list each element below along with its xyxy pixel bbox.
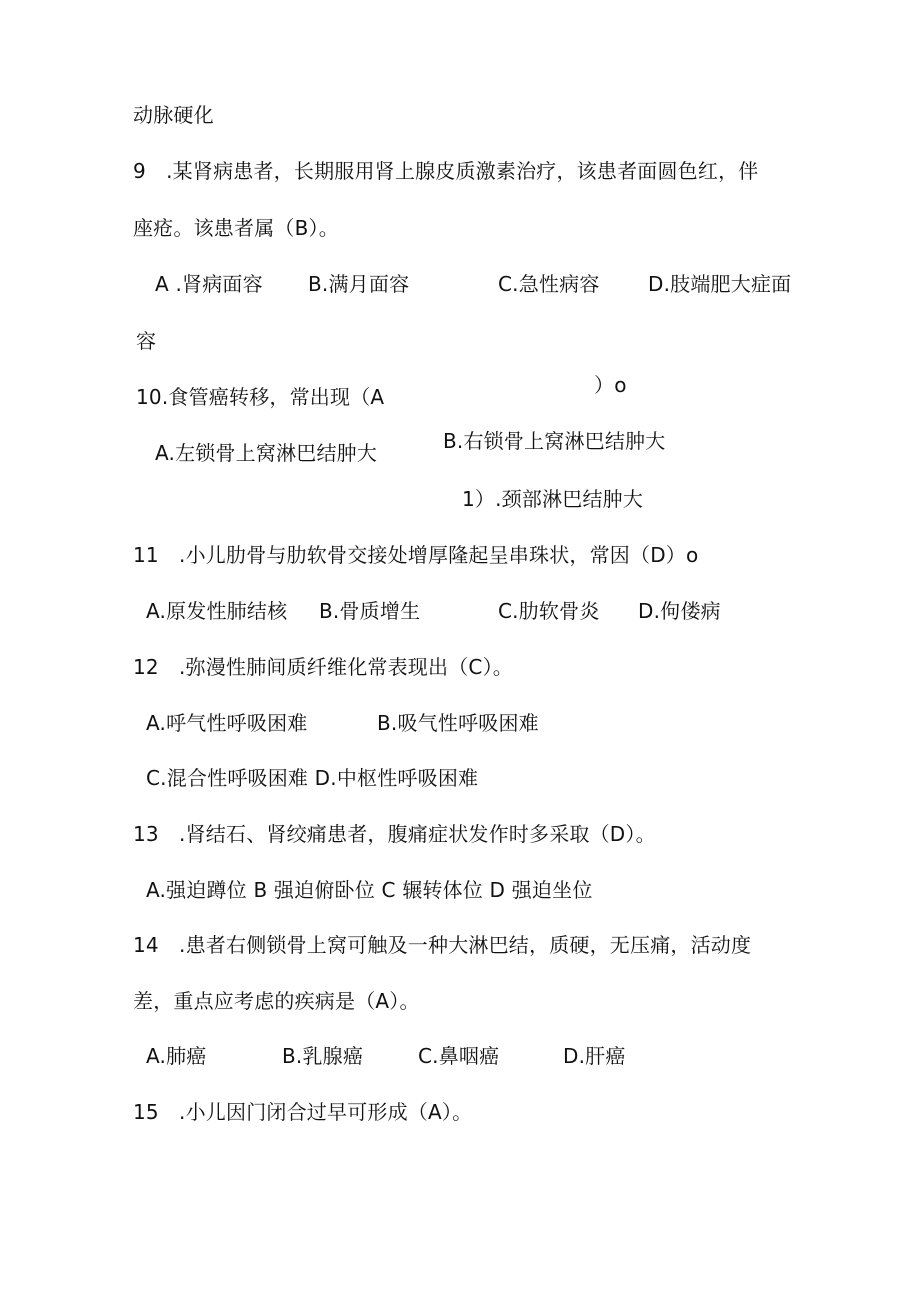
option-d: D.肝癌 (563, 1044, 626, 1068)
question-15: 15 .小儿因门闭合过早可形成（A）。 (133, 1100, 473, 1124)
option-b: B.乳腺癌 (282, 1044, 364, 1068)
question-10-end: ）o (594, 373, 627, 397)
option-a: A.原发性肺结核 (146, 599, 288, 623)
question-13: 13 .肾结石、肾绞痛患者，腹痛症状发作时多采取（D）。 (133, 822, 656, 846)
question-12: 12 .弥漫性肺间质纤维化常表现出（C）。 (133, 655, 513, 679)
option-a: A.呼气性呼吸困难 (146, 711, 308, 735)
question-10: 10.食管癌转移，常出现（A (136, 385, 385, 409)
option-b: B.吸气性呼吸困难 (377, 711, 539, 735)
option-d: D.佝偻病 (638, 599, 721, 623)
option-a: A.肺癌 (146, 1044, 207, 1068)
question-9-line1: 9 .某肾病患者，长期服用肾上腺皮质激素治疗，该患者面圆色红，伴 (133, 159, 759, 183)
option-d-continued: 容 (136, 329, 157, 353)
option-a: A .肾病面容 (155, 272, 263, 296)
question-11: 11 .小儿肋骨与肋软骨交接处增厚隆起呈串珠状，常因（D）o (133, 543, 699, 567)
option-b: B.满月面容 (308, 272, 410, 296)
options-line: A.强迫蹲位 B 强迫俯卧位 C 辗转体位 D 强迫坐位 (146, 878, 593, 902)
options-c-d: C.混合性呼吸困难 D.中枢性呼吸困难 (146, 766, 479, 790)
question-14-line1: 14 .患者右侧锁骨上窝可触及一种大淋巴结，质硬，无压痛，活动度 (133, 933, 752, 957)
text-line: 动脉硬化 (133, 103, 214, 127)
option-c: C.鼻咽癌 (418, 1044, 500, 1068)
option-b: B.骨质增生 (319, 599, 421, 623)
question-14-line2: 差，重点应考虑的疾病是（A）。 (133, 989, 420, 1013)
option-d: D.肢端肥大症面 (648, 272, 792, 296)
option-a: A.左锁骨上窝淋巴结肿大 (155, 441, 378, 465)
option-c: C.急性病容 (498, 272, 600, 296)
option-b: B.右锁骨上窝淋巴结肿大 (443, 429, 666, 453)
option-c: C.肋软骨炎 (498, 599, 600, 623)
question-9-line2: 座疮。该患者属（B）。 (133, 216, 339, 240)
option-d: 1）.颈部淋巴结肿大 (462, 487, 644, 511)
